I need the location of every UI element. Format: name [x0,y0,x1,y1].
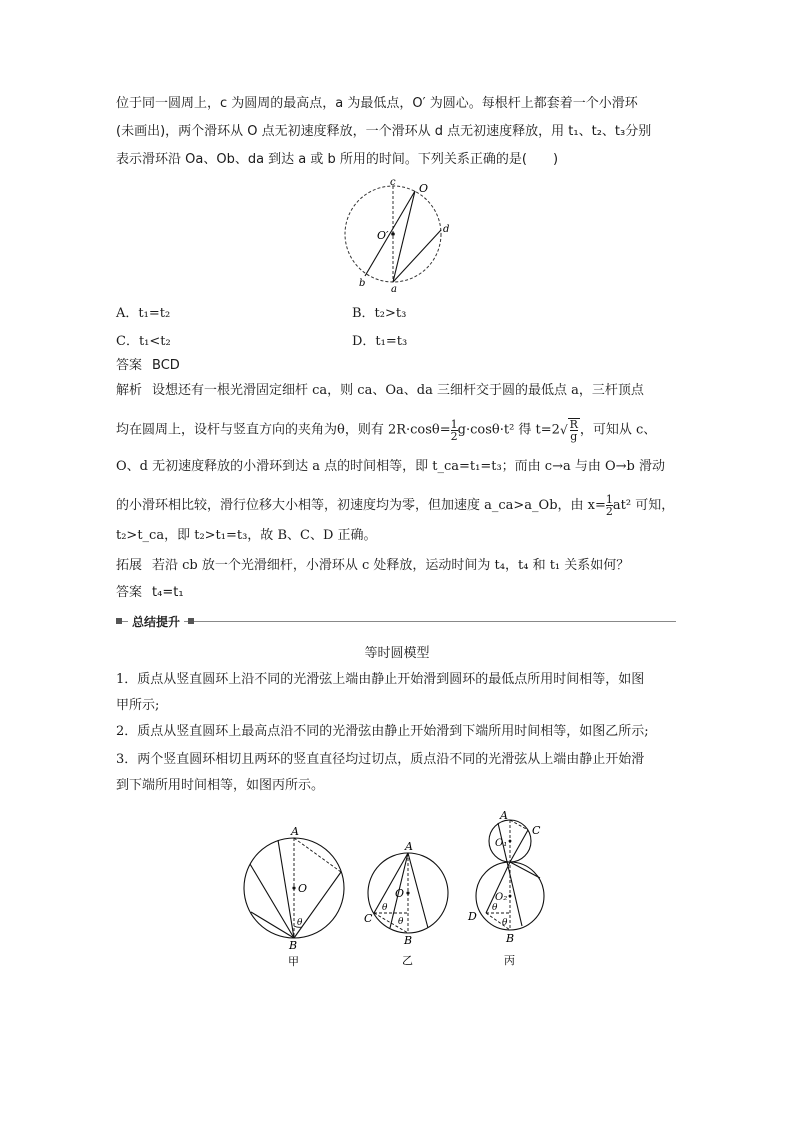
svg-text:O: O [298,882,308,895]
analysis-text-2a: 均在圆周上，设杆与竖直方向的夹角为θ，则有 2R·cosθ= [116,422,451,438]
caption-bing: 丙 [504,954,515,967]
model-p3b: 到下端所用时间相等，如图丙所示。 [116,778,325,793]
svg-text:A: A [500,809,508,822]
figure-yi [362,838,454,968]
model-p2: 2．质点从竖直圆环上最高点沿不同的光滑弦由静止开始滑到下端所用时间相等，如图乙所示; [116,724,649,739]
caption-jia: 甲 [288,955,299,967]
sqrt-r-over-g: √ $\frac{R}{g}$ [559,418,578,443]
svg-text:A: A [405,840,413,853]
svg-text:θ: θ [297,918,303,928]
model-p1a: 1．质点从竖直圆环上沿不同的光滑弦上端由静止开始滑到圆环的最低点所用时间相等，如图 [116,672,645,687]
svg-text:D: D [468,910,477,923]
fraction-half-2: $\frac{1}{2}$ [605,493,613,518]
svg-text:O₂: O₂ [495,892,508,903]
extension-label: 拓展 [116,558,143,573]
svg-text:O: O [395,887,405,900]
svg-text:θ: θ [398,917,404,927]
model-title: 等时圆模型 [364,646,430,661]
section-title: 总结提升 [128,613,184,630]
svg-text:θ: θ [382,903,388,913]
figure-jia [242,822,352,967]
problem-line-3: 表示滑环沿 Oa、Ob、da 到达 a 或 b 所用的时间。下列关系正确的是( ) [116,152,559,167]
extension-text: 若沿 cb 放一个光滑细杆，小滑环从 c 处释放，运动时间为 t₄，t₄ 和 t₁ 关系如何？ [152,558,630,573]
svg-text:B: B [404,934,413,947]
label-O-prime: O′ [377,229,389,242]
answer-value: BCD [152,358,180,373]
answer-line [116,356,180,376]
analysis-line-5: t₂>t_ca，即 t₂>t₁=t₃，故 B、C、D 正确。 [116,528,377,543]
answer2-line [116,583,184,603]
analysis-text-4a: 的小滑环相比较，滑行位移大小相等，初速度均为零，但加速度 a_ca>a_Ob，由 x= [116,498,606,513]
svg-text:A: A [291,825,299,838]
model-p3a: 3．两个竖直圆环相切且两环的竖直直径均过切点，质点沿不同的光滑弦从上端由静止开始滑 [116,752,645,767]
section-header-summary [116,613,676,629]
svg-text:C: C [364,912,373,925]
svg-text:C: C [532,824,541,837]
answer2-value: t₄=t₁ [152,585,184,600]
analysis-line-1 [116,381,644,401]
label-a: a [391,284,397,292]
figure-main-circle [335,176,465,292]
answer2-label: 答案 [116,585,143,600]
label-O: O [419,182,429,195]
answer-label: 答案 [116,358,143,373]
label-d: d [443,224,450,235]
option-a[interactable]: A．t₁=t₂ [116,306,171,321]
option-c[interactable]: C．t₁<t₂ [116,334,171,349]
model-p1b: 甲所示; [116,698,160,713]
problem-line-1: 位于同一圆周上，c 为圆周的最高点，a 为最低点，O′ 为圆心。每根杆上都套着一个小滑环 [116,96,638,111]
analysis-line-3: O、d 无初速度释放的小滑环到达 a 点的时间相等，即 t_ca=t₁=t₃；而由 c→a 与由 O→b 滑动 [116,459,665,474]
figure-bing [462,808,558,968]
svg-text:θ: θ [502,918,508,928]
analysis-line-2 [116,418,656,442]
analysis-text-1: 设想还有一根光滑固定细杆 ca，则 ca、Oa、da 三细杆交于圆的最低点 a，三杆顶点 [152,383,644,398]
analysis-line-4 [116,494,674,517]
extension-line [116,556,629,576]
svg-text:O₁: O₁ [495,838,508,849]
fraction-half: $\frac{1}{2}$ [450,417,458,443]
option-b[interactable]: B．t₂>t₃ [352,306,407,321]
analysis-text-2b: g·cosθ·t² 得 t=2 [457,422,560,438]
option-d[interactable]: D．t₁=t₃ [352,334,408,349]
svg-text:B: B [506,932,515,945]
svg-text:θ: θ [492,903,498,913]
caption-yi: 乙 [402,954,413,967]
label-b: b [359,278,366,289]
analysis-label: 解析 [116,383,143,398]
label-c: c [390,177,396,188]
svg-text:B: B [289,939,298,952]
analysis-text-4b: at² 可知， [612,498,675,513]
problem-line-2: (未画出)，两个滑环从 O 点无初速度释放，一个滑环从 d 点无初速度释放，用 t₁、t₂、t₃分别 [116,124,652,139]
analysis-text-2c: ，可知从 c、 [579,422,657,438]
